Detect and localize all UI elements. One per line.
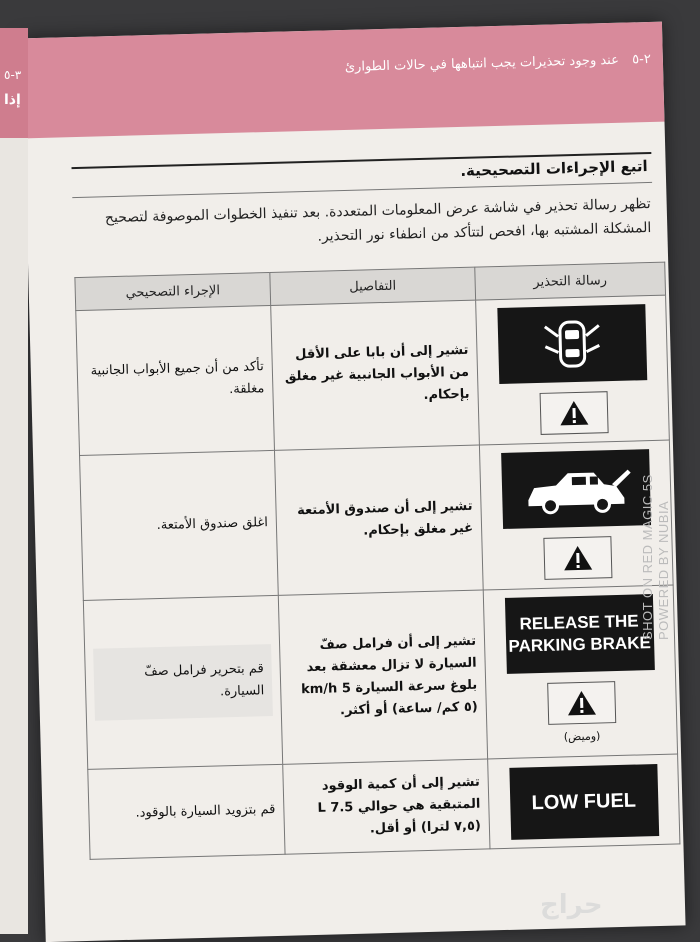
caution-box [539,391,608,435]
warning-triangle-icon [558,400,589,427]
parking-brake-display: RELEASE THE PARKING BRAKE [504,594,654,674]
trunk-open-icon [515,457,637,520]
table-row [80,440,674,600]
header-band [22,22,664,139]
action-cell [80,450,279,600]
header-details: التفاصيل [270,267,476,305]
action-text: قم بتحرير فرامل صفّ السيارة. [93,644,273,721]
details-cell: تشير إلى أن فرامل صفّ السيارة لا تزال معشقة بعد بلوغ سرعة السيارة 5 km/h (٥ كم/ ساعة) أو أكثر. [278,590,487,764]
door-open-icon [536,315,607,373]
left-page-number: ٣-٥ [4,68,22,82]
header-corrective-action: الإجراء التصحيحي [75,272,271,310]
warning-triangle-icon [562,545,593,572]
left-page-band [0,28,28,138]
details-cell: تشير إلى أن كمية الوقود المتبقية هي حوالي 7.5 L (٧,٥ لترا) أو أقل. [283,759,490,854]
section-title: اتبع الإجراءات التصحيحية. [460,157,648,180]
section-bar [71,152,652,198]
caution-box [547,681,616,725]
table-row [76,295,670,455]
manual-page [22,22,685,942]
header-page-number: ٢-٥ [632,51,652,68]
action-cell [88,764,285,859]
intro-paragraph: تظهر رسالة تحذير في شاشة عرض المعلومات المتعددة. بعد تنفيذ الخطوات الموصوفة لتصحيح المشكلة المشتبه بها، افحص لتتأكد من انطفاء نور التحذير. [104,195,652,245]
door-open-display [497,304,647,384]
camera-watermark [640,474,672,640]
header-warning-message: رسالة التحذير [475,262,666,300]
low-fuel-display: LOW FUEL [509,764,659,840]
warning-cell [488,754,680,849]
action-text: قم بتزويد السيارة بالوقود. [135,801,276,821]
watermark-line-2: POWERED BY NUBIA [656,500,671,640]
left-page-edge [0,28,28,934]
warning-table [74,262,680,860]
warning-cell [476,295,670,445]
action-text: اغلق صندوق الأمتعة. [156,515,269,534]
table-row [88,754,680,859]
action-cell [83,595,282,769]
watermark-line-1: SHOT ON RED MAGIC 5S [640,474,655,640]
warning-triangle-icon [566,690,597,717]
details-cell: تشير إلى أن صندوق الأمتعة غير مغلق بإحكام. [274,445,483,595]
action-cell [76,305,275,455]
caution-box [543,536,612,580]
left-page-word: إذا [4,92,21,108]
flash-note: (وميض) [563,729,601,744]
trunk-open-display [501,449,651,529]
details-cell: تشير إلى أن بابا على الأقل من الأبواب الجانبية غير مغلق بإحكام. [271,300,480,450]
haraj-watermark: حراج [540,890,603,920]
header-title: عند وجود تحذيرات يجب انتباهها في حالات الطوارئ [344,52,620,75]
action-text: تأكد من أن جميع الأبواب الجانبية مغلقة. [90,359,265,398]
table-row [83,585,677,769]
